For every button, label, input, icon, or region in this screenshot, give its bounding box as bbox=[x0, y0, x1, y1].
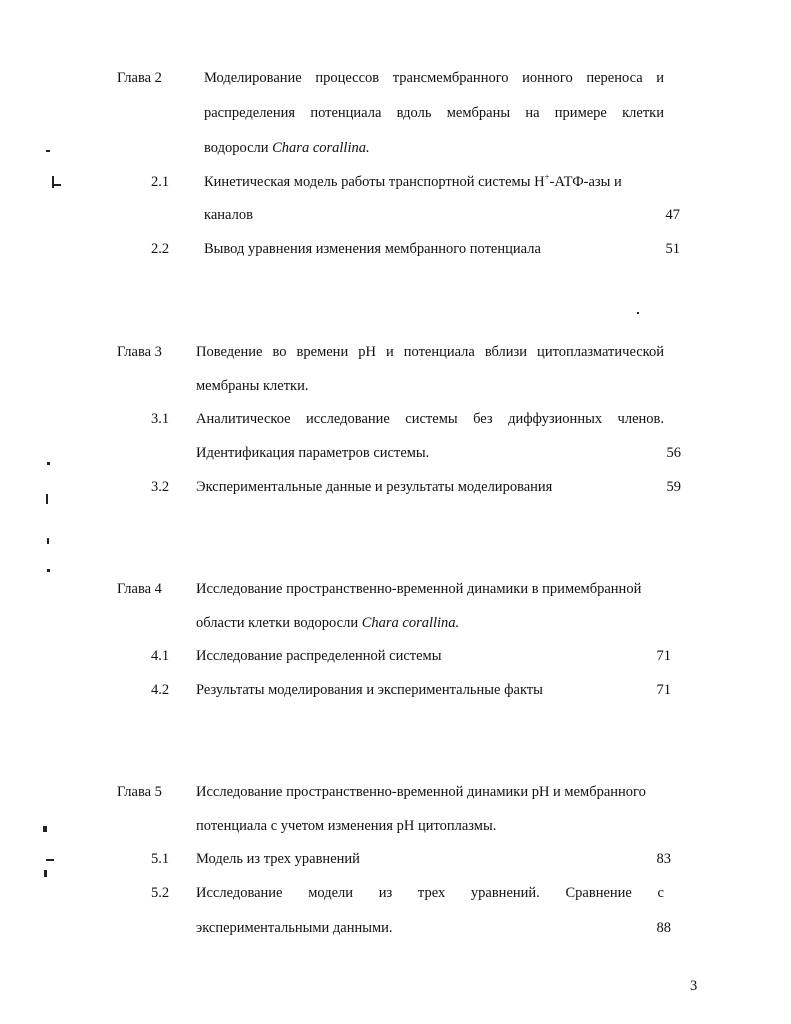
section-2-1-title-line1: Кинетическая модель работы транспортной системы H+-АТФ-азы и bbox=[204, 172, 622, 190]
chapter-2-title-line2: распределения потенциала вдоль мембраны на примере клетки bbox=[204, 105, 664, 121]
chapter-2-title-line1: Моделирование процессов трансмембранного ионного переноса и bbox=[204, 70, 664, 86]
section-5-1-number: 5.1 bbox=[151, 851, 170, 867]
page-number: 3 bbox=[690, 978, 698, 994]
section-3-2-page: 59 bbox=[666, 479, 681, 495]
section-2-1-title-line2: каналов bbox=[204, 207, 253, 223]
species-name: Chara corallina. bbox=[361, 615, 460, 631]
section-3-1-title-line2: Идентификация параметров системы. bbox=[196, 445, 430, 461]
chapter-2-label: Глава 2 bbox=[117, 70, 162, 86]
section-4-2-page: 71 bbox=[656, 682, 671, 698]
chapter-5-label: Глава 5 bbox=[117, 784, 162, 800]
section-4-1-title: Исследование распределенной системы bbox=[196, 648, 442, 664]
section-3-1-number: 3.1 bbox=[151, 411, 170, 427]
section-3-1-page: 56 bbox=[666, 445, 681, 461]
chapter-4-title-line1: Исследование пространственно-временной динамики в примембранной bbox=[196, 581, 642, 597]
chapter-5-title-line2: потенциала с учетом изменения рН цитоплазмы. bbox=[196, 818, 497, 834]
section-4-1-number: 4.1 bbox=[151, 648, 170, 664]
section-5-2-page: 88 bbox=[656, 920, 671, 936]
section-4-1-page: 71 bbox=[656, 648, 671, 664]
section-5-1-page: 83 bbox=[656, 851, 671, 867]
section-2-2-title: Вывод уравнения изменения мембранного потенциала bbox=[204, 241, 541, 257]
section-5-2-number: 5.2 bbox=[151, 885, 170, 901]
chapter-5-title-line1: Исследование пространственно-временной динамики рН и мембранного bbox=[196, 784, 646, 800]
section-2-2-number: 2.2 bbox=[151, 241, 170, 257]
section-3-2-title: Экспериментальные данные и результаты моделирования bbox=[196, 479, 553, 495]
chapter-3-label: Глава 3 bbox=[117, 344, 162, 360]
chapter-2-title-line3: водоросли Chara corallina. bbox=[204, 140, 370, 156]
chapter-3-title-line2: мембраны клетки. bbox=[196, 378, 309, 394]
section-2-1-page: 47 bbox=[665, 207, 680, 223]
chapter-4-title-line2: области клетки водоросли Chara corallina. bbox=[196, 615, 460, 631]
section-2-2-page: 51 bbox=[665, 241, 680, 257]
section-5-2-title-line2: экспериментальными данными. bbox=[196, 920, 393, 936]
section-3-2-number: 3.2 bbox=[151, 479, 170, 495]
chapter-4-label: Глава 4 bbox=[117, 581, 162, 597]
section-2-1-number: 2.1 bbox=[151, 174, 170, 190]
species-name: Chara corallina. bbox=[272, 140, 370, 156]
section-4-2-title: Результаты моделирования и экспериментальные факты bbox=[196, 682, 543, 698]
section-5-2-title-line1: Исследование модели из трех уравнений. Сравнение с bbox=[196, 885, 664, 901]
section-3-1-title-line1: Аналитическое исследование системы без диффузионных членов. bbox=[196, 411, 664, 427]
section-5-1-title: Модель из трех уравнений bbox=[196, 851, 360, 867]
section-4-2-number: 4.2 bbox=[151, 682, 170, 698]
chapter-3-title-line1: Поведение во времени рН и потенциала вблизи цитоплазматической bbox=[196, 344, 664, 360]
